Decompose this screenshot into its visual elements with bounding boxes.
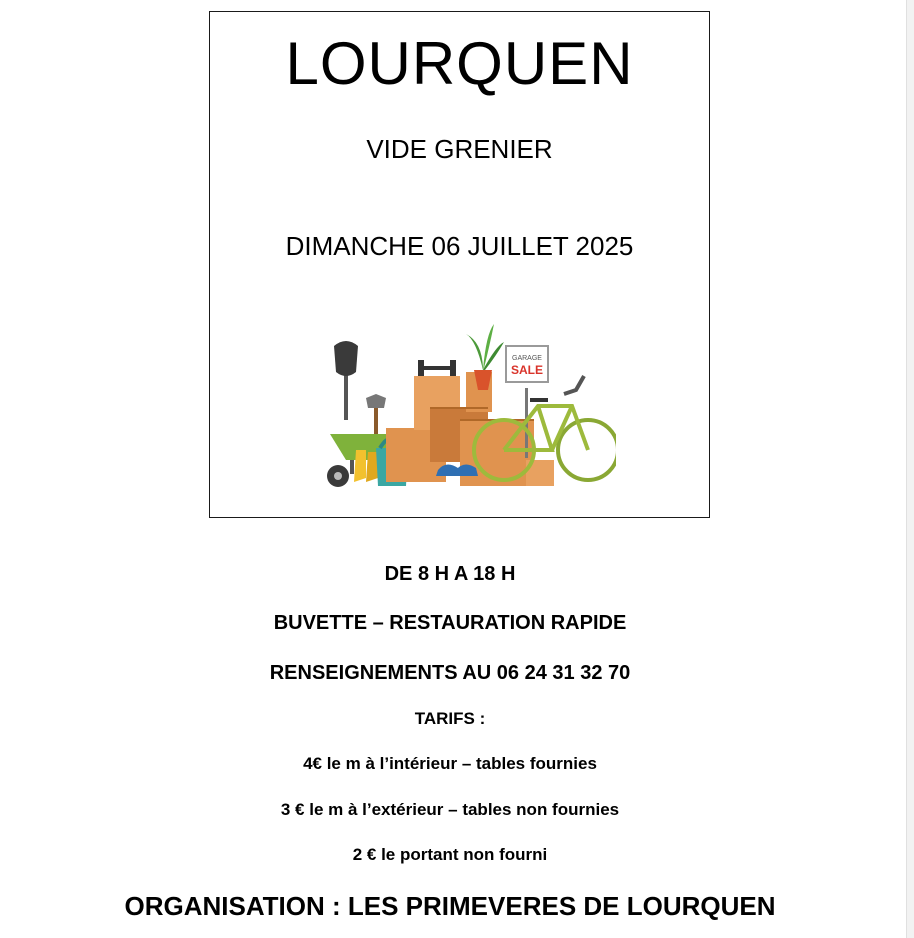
- contact-info: RENSEIGNEMENTS AU 06 24 31 32 70: [269, 662, 631, 684]
- refreshments: BUVETTE – RESTAURATION RAPIDE: [273, 612, 627, 634]
- sneakers-icon: [436, 464, 478, 476]
- shovel-icon: [334, 341, 358, 420]
- town-title: LOURQUEN: [285, 30, 634, 97]
- dumbbell-icon: [418, 360, 456, 376]
- axe-icon: [366, 394, 386, 438]
- window-edge: [906, 0, 914, 938]
- event-name: VIDE GRENIER: [366, 134, 553, 164]
- event-date: DIMANCHE 06 JUILLET 2025: [285, 231, 634, 261]
- sign-line1: GARAGE: [512, 355, 542, 362]
- flyer-frame: [209, 11, 710, 518]
- tariffs-title: TARIFS :: [414, 709, 486, 728]
- tariff-line: 2 € le portant non fourni: [352, 845, 548, 864]
- garage-sale-illustration: [326, 310, 616, 490]
- boots-icon: [354, 450, 378, 482]
- tariff-line: 3 € le m à l’extérieur – tables non fournies: [280, 800, 620, 819]
- sign-line2: SALE: [510, 363, 544, 377]
- tariff-line: 4€ le m à l’intérieur – tables fournies: [303, 754, 597, 773]
- opening-hours: DE 8 H A 18 H: [384, 563, 516, 585]
- organisation: ORGANISATION : LES PRIMEVERES DE LOURQUEN: [124, 891, 776, 921]
